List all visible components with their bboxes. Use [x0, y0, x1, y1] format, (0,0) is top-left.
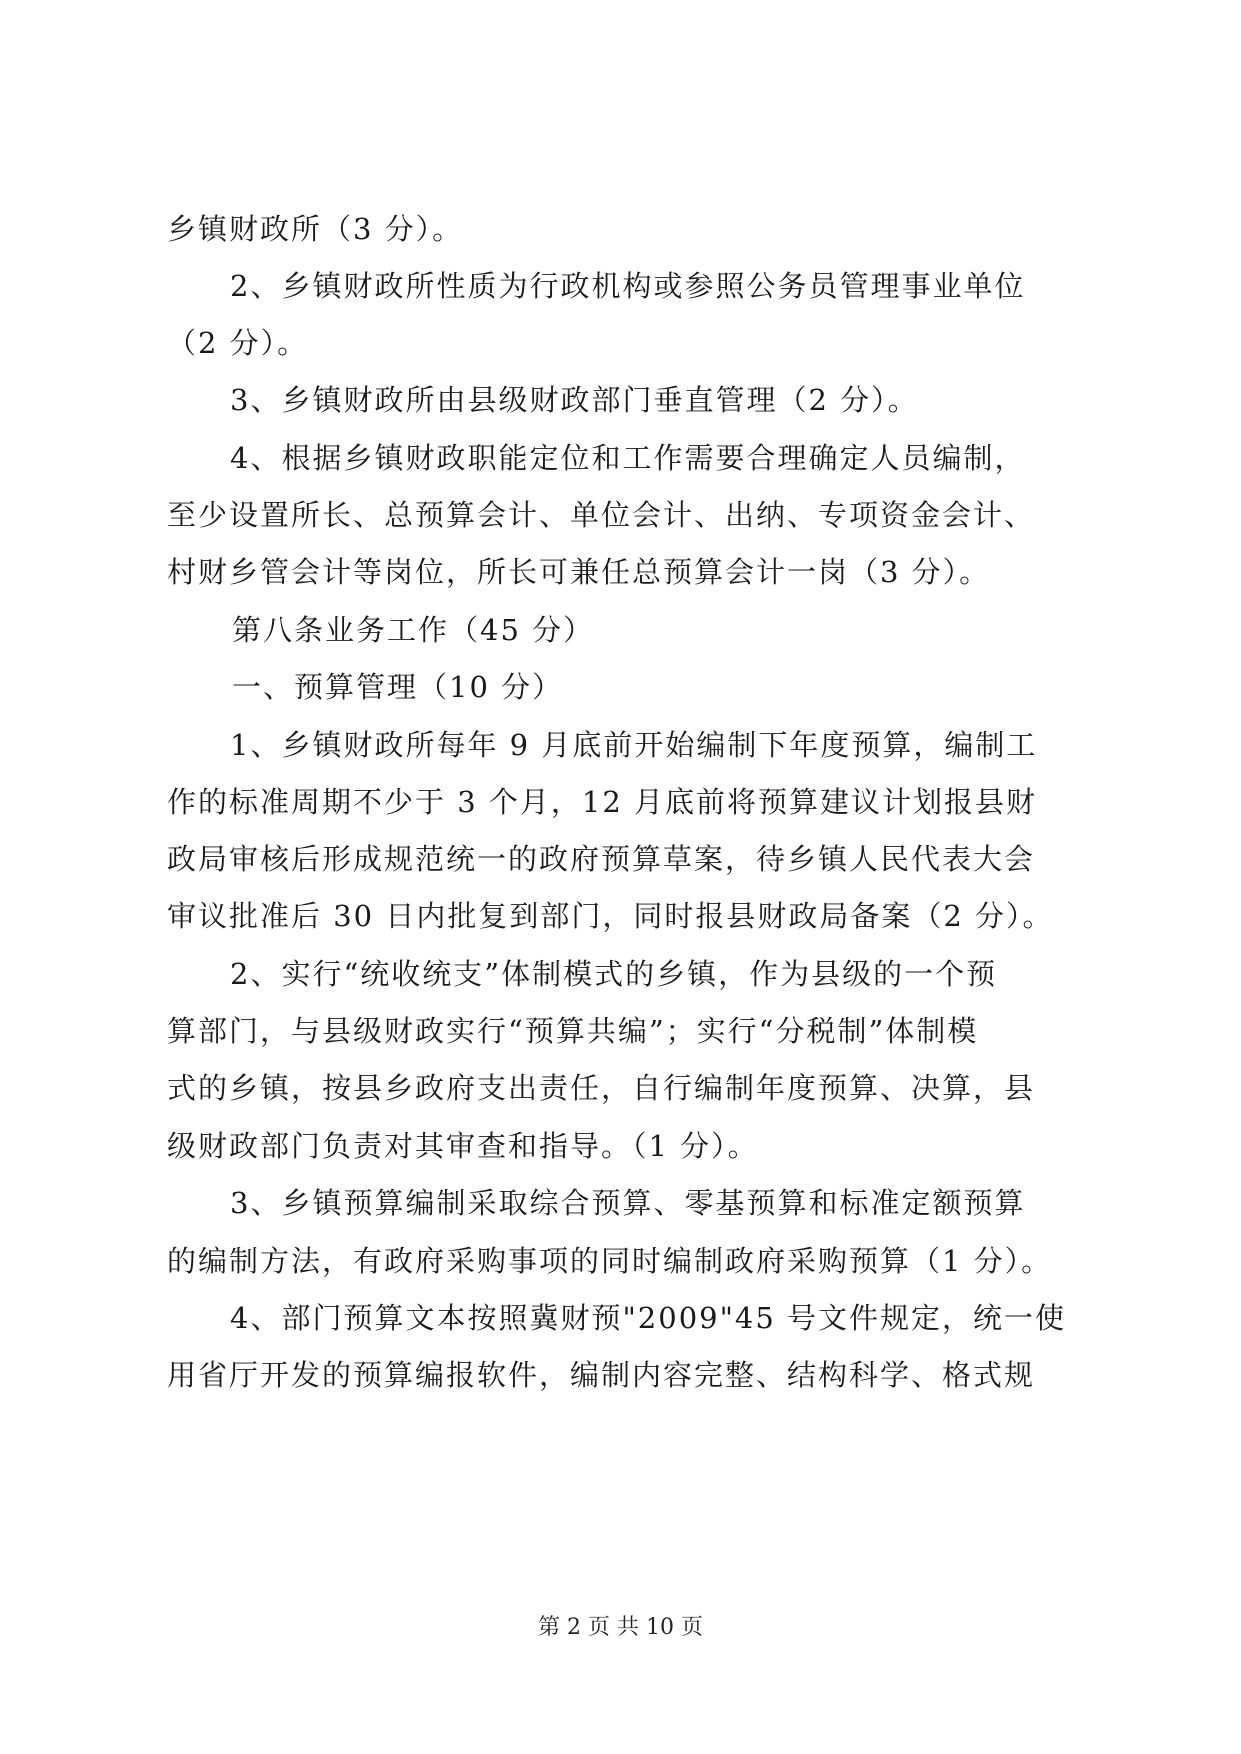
text-line: 乡镇财政所（3 分）。: [167, 212, 464, 246]
text-line: 作的标准周期不少于 3 个月，12 月底前将预算建议计划报县财: [167, 785, 1038, 819]
text-line: 至少设置所长、总预算会计、单位会计、出纳、专项资金会计、: [167, 498, 1036, 532]
text-line: 的编制方法，有政府采购事项的同时编制政府采购预算（1 分）。: [167, 1244, 1053, 1278]
text-line: 4、根据乡镇财政职能定位和工作需要合理确定人员编制，: [230, 441, 1026, 475]
text-line: 式的乡镇，按县乡政府支出责任，自行编制年度预算、决算，县: [167, 1071, 1036, 1105]
text-line: 级财政部门负责对其审查和指导。（1 分）。: [167, 1129, 759, 1163]
text-line: 1、乡镇财政所每年 9 月底前开始编制下年度预算，编制工: [230, 728, 1038, 762]
text-line: 2、乡镇财政所性质为行政机构或参照公务员管理事业单位: [230, 269, 1026, 303]
section-heading: 第八条业务工作（45 分）: [232, 613, 595, 647]
text-line: 政局审核后形成规范统一的政府预算草案，待乡镇人民代表大会: [167, 842, 1036, 876]
text-line: 3、乡镇预算编制采取综合预算、零基预算和标准定额预算: [230, 1186, 1026, 1220]
text-line: 算部门，与县级财政实行“预算共编”；实行“分税制”体制模: [167, 1014, 979, 1048]
text-line: （2 分）。: [167, 326, 309, 360]
text-line: 用省厅开发的预算编报软件，编制内容完整、结构科学、格式规: [167, 1358, 1036, 1392]
text-line: 2、实行“统收统支”体制模式的乡镇，作为县级的一个预: [230, 957, 998, 991]
page-footer: 第 2 页 共 10 页: [538, 1615, 703, 1640]
text-line: 审议批准后 30 日内批复到部门，同时报县财政局备案（2 分）。: [167, 899, 1054, 933]
subsection-heading: 一、预算管理（10 分）: [232, 670, 564, 704]
text-line: 3、乡镇财政所由县级财政部门垂直管理（2 分）。: [230, 383, 919, 417]
text-line: 4、部门预算文本按照冀财预"2009"45 号文件规定，统一使: [230, 1301, 1067, 1335]
text-line: 村财乡管会计等岗位，所长可兼任总预算会计一岗（3 分）。: [167, 555, 991, 589]
